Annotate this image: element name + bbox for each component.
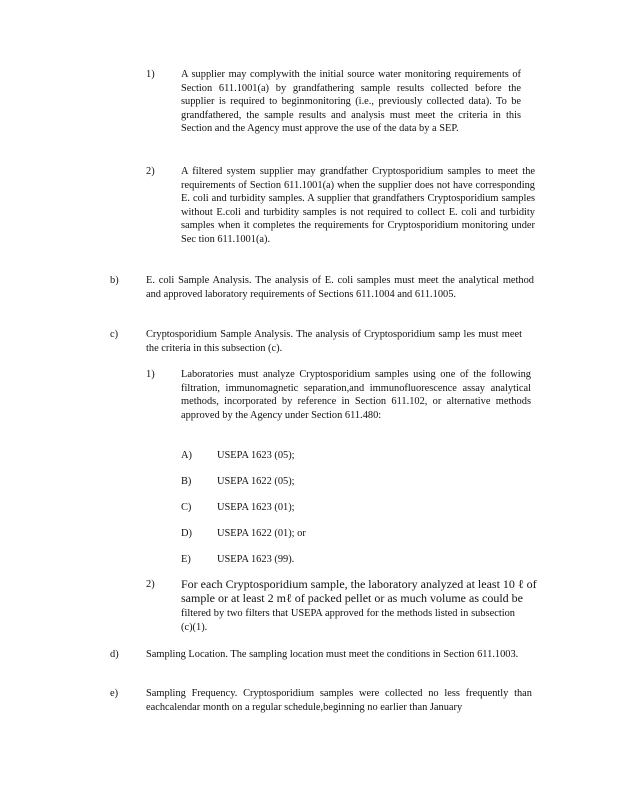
list-label: B) xyxy=(181,476,192,487)
paragraph-sample-volume-rest: filtered by two filters that USEPA approved for the methods listed in subsection (c)(1). xyxy=(181,608,515,633)
list-label: E) xyxy=(181,554,191,565)
list-label: C) xyxy=(181,502,192,513)
list-label: D) xyxy=(181,528,192,539)
section-label: e) xyxy=(110,688,119,699)
section-label: b) xyxy=(110,275,119,286)
paragraph-sample-volume-line2: sample or at least 2 mℓ of packed pellet or as much volume as could be xyxy=(181,591,523,605)
paragraph-grandfather-data: A supplier may complywith the initial source water monitoring requirements of Section 611.1001(a) by grandfathering sample results collected before the supplier is required to beginmonitoring (i.e., previously collected data). To be grandfathered, the sample results and analysis must meet the criteria in this Section and the Agency must approve the use of the data by a SEP. xyxy=(181,69,521,135)
paragraph-laboratories: Laboratories must analyze Cryptosporidium samples using one of the following filtration, immunomagnetic separation,and immunofluorescence assay analytical methods, incorporated by reference in Section 611.102, or alternative methods approved by the Agency under Section 611.480: xyxy=(181,369,531,421)
paragraph-sampling-location: Sampling Location. The sampling location must meet the conditions in Section 611.1003. xyxy=(146,649,519,660)
paragraph-filtered-supplier: A filtered system supplier may grandfather Cryptosporidium samples to meet the requirements of Section 611.1001(a) when the supplier does not have corresponding E. coli and turbidity samples. A supplier that grandfathers Cryptosporidium samples without E.coli and turbidity samples is not required to collect E. coli and turbidity samples when it completes the requirements for Cryptosporidium monitoring under Sec tion 611.1001(a). xyxy=(181,166,535,245)
method-list-item: USEPA 1623 (05); xyxy=(217,450,295,461)
section-label: d) xyxy=(110,649,119,660)
method-list-item: USEPA 1623 (99). xyxy=(217,554,295,565)
item-label: 2) xyxy=(146,579,155,590)
paragraph-crypto-analysis: Cryptosporidium Sample Analysis. The analysis of Cryptosporidium samp les must meet the criteria in this subsection (c). xyxy=(146,329,522,354)
item-label: 1) xyxy=(146,369,155,380)
paragraph-ecoli-analysis: E. coli Sample Analysis. The analysis of E. coli samples must meet the analytical method and approved laboratory requirements of Sections 611.1004 and 611.1005. xyxy=(146,275,534,300)
paragraph-sampling-frequency: Sampling Frequency. Cryptosporidium samples were collected no less frequently than eachcalendar month on a regular schedule,beginning no earlier than January xyxy=(146,688,532,713)
method-list-item: USEPA 1623 (01); xyxy=(217,502,295,513)
paragraph-sample-volume-line1: For each Cryptosporidium sample, the laboratory analyzed at least 10 ℓ of xyxy=(181,577,537,591)
section-label: c) xyxy=(110,329,119,340)
method-list-item: USEPA 1622 (01); or xyxy=(217,528,306,539)
method-list-item: USEPA 1622 (05); xyxy=(217,476,295,487)
list-label: A) xyxy=(181,450,192,461)
item-label: 1) xyxy=(146,69,155,80)
item-label: 2) xyxy=(146,166,155,177)
